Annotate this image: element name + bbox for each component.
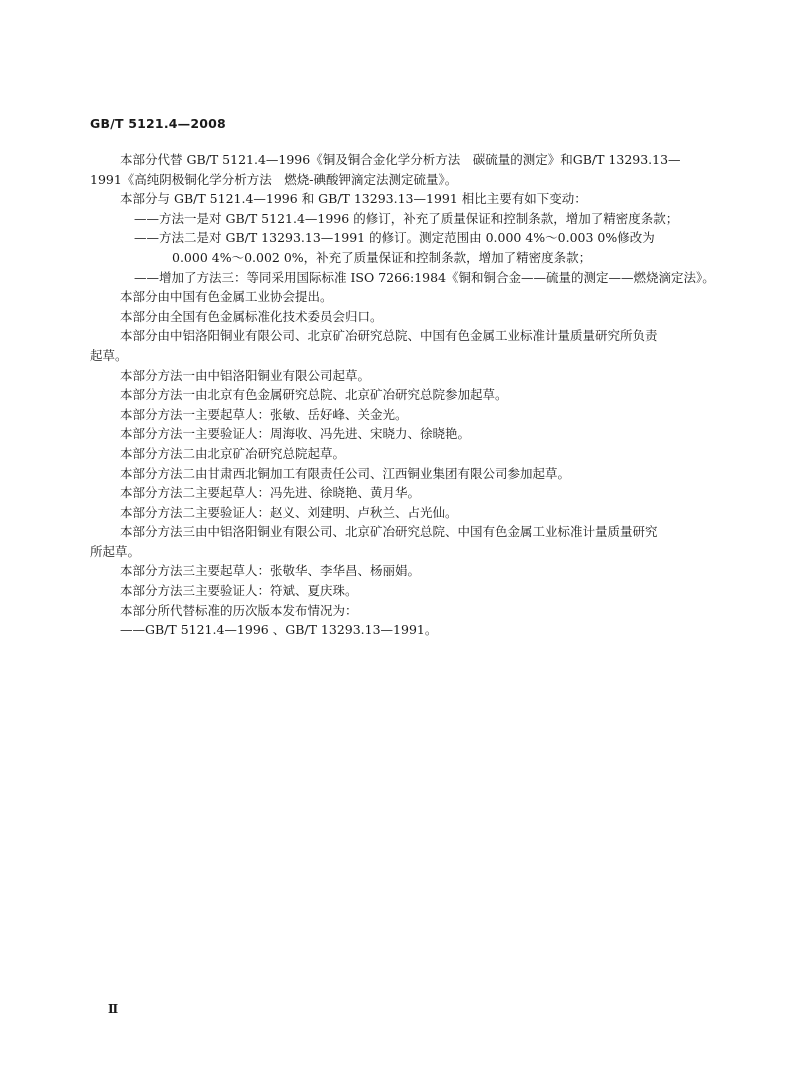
page-number: Ⅱ xyxy=(108,1002,119,1016)
foreword-line: 本部分与 GB/T 5121.4—1996 和 GB/T 13293.13—1991 相比主要有如下变动： xyxy=(120,191,587,207)
foreword-line: 本部分由中铝洛阳铜业有限公司、北京矿冶研究总院、中国有色金属工业标准计量质量研究所负责 xyxy=(120,328,658,344)
foreword-line: 本部分方法一由北京有色金属研究总院、北京矿冶研究总院参加起草。 xyxy=(120,387,508,403)
change-item: ——方法一是对 GB/T 5121.4—1996 的修订，补充了质量保证和控制条款，增加了精密度条款； xyxy=(134,210,679,226)
foreword-line: 本部分方法三主要验证人：符斌、夏庆珠。 xyxy=(120,583,358,599)
foreword-line: 本部分方法三由中铝洛阳铜业有限公司、北京矿冶研究总院、中国有色金属工业标准计量质量研究 xyxy=(120,524,658,540)
foreword-line: 本部分方法三主要起草人：张敬华、李华昌、杨丽娟。 xyxy=(120,563,421,579)
foreword-line: 本部分所代替标准的历次版本发布情况为： xyxy=(120,602,358,618)
change-item: ——增加了方法三：等同采用国际标准 ISO 7266:1984《铜和铜合金——硫量的测定——燃烧滴定法》。 xyxy=(134,269,715,285)
foreword-line: 本部分方法一主要验证人：周海收、冯先进、宋晓力、徐晓艳。 xyxy=(120,426,471,442)
foreword-line: 本部分方法一由中铝洛阳铜业有限公司起草。 xyxy=(120,367,371,383)
standard-number-header: GB/T 5121.4—2008 xyxy=(90,116,226,131)
foreword-line: 1991《高纯阴极铜化学分析方法 燃烧-碘酸钾滴定法测定硫量》。 xyxy=(90,171,458,187)
foreword-line: 本部分方法二由北京矿冶研究总院起草。 xyxy=(120,445,346,461)
foreword-line: 起草。 xyxy=(90,347,128,363)
foreword-line: 所起草。 xyxy=(90,543,141,559)
foreword-line: 本部分由中国有色金属工业协会提出。 xyxy=(120,289,333,305)
foreword-line: ——GB/T 5121.4—1996 、GB/T 13293.13—1991。 xyxy=(120,622,438,638)
foreword-line: 本部分方法二由甘肃西北铜加工有限责任公司、江西铜业集团有限公司参加起草。 xyxy=(120,465,571,481)
foreword-body xyxy=(90,150,715,640)
foreword-line: 本部分代替 GB/T 5121.4—1996《铜及铜合金化学分析方法 碳硫量的测定》和GB/T 13293.13— xyxy=(120,152,681,167)
foreword-line: 本部分方法一主要起草人：张敏、岳好峰、关金光。 xyxy=(120,406,408,422)
foreword-line: 本部分方法二主要起草人：冯先进、徐晓艳、黄月华。 xyxy=(120,485,421,501)
foreword-line: 本部分方法二主要验证人：赵义、刘建明、卢秋兰、占光仙。 xyxy=(120,504,458,520)
change-item-continuation: 0.000 4%～0.002 0%，补充了质量保证和控制条款，增加了精密度条款； xyxy=(172,249,592,265)
foreword-line: 本部分由全国有色金属标准化技术委员会归口。 xyxy=(120,308,383,324)
change-item: ——方法二是对 GB/T 13293.13—1991 的修订。测定范围由 0.000 4%～0.003 0%修改为 xyxy=(134,230,655,246)
